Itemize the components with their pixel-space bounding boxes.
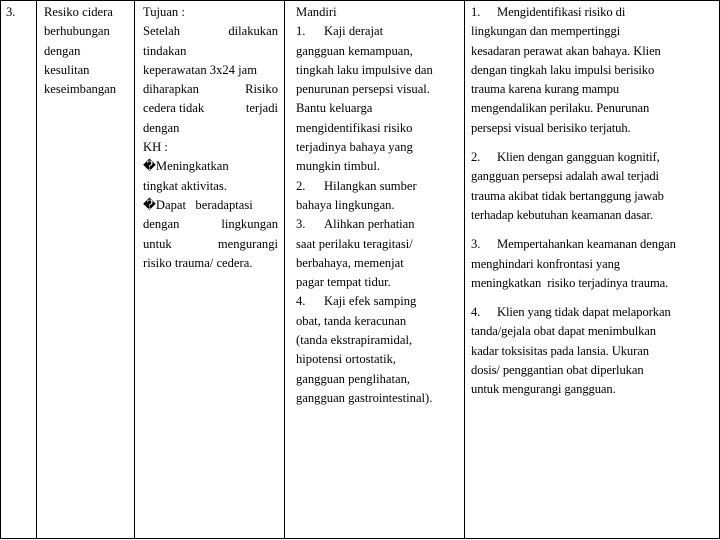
diagnosis-line: kesulitan [44,62,90,77]
spacer [471,225,715,235]
goals-word: dilakukan [228,24,278,39]
rationale-number: 1. [471,5,481,19]
intervention-text: gangguan penglihatan, [296,371,411,386]
rationale-text: kadar toksisitas pada lansia. Ukuran [471,343,649,358]
interventions-heading: Mandiri [296,5,337,19]
bullet-glyph-icon: � [143,197,156,212]
rationale-number: 2. [471,150,481,165]
goals-line [143,22,278,41]
intervention-text: Kaji derajat [324,24,384,39]
bullet-glyph-icon: � [143,159,156,174]
goals-line: dengan [143,120,180,135]
intervention-text: terjadinya bahaya yang [296,140,413,155]
intervention-item [296,292,460,311]
rationale-item [471,3,715,22]
goals-line [143,215,278,234]
rationale-item [471,303,715,322]
intervention-item [296,22,460,41]
rationale-text: dengan tingkah laku impulsi berisiko [471,62,655,77]
intervention-text: gangguan gastrointestinal). [296,390,433,405]
rationale-text: tanda/gejala obat dapat menimbulkan [471,324,656,339]
intervention-text: obat, tanda keracunan [296,313,407,328]
intervention-text: mengidentifikasi risiko [296,120,413,135]
intervention-number: 3. [296,217,306,232]
intervention-text: Alihkan perhatian [324,217,415,232]
goals-word: Risiko [245,82,278,97]
spacer [471,293,715,303]
goals-word: mengurangi [217,236,278,251]
outcome-text: tingkat aktivitas. [143,178,227,193]
intervention-text: hipotensi ortostatik, [296,352,397,367]
row-number: 3. [6,5,16,19]
outcome-text: Dapat beradaptasi [155,197,253,212]
rationale-text: Mempertahankan keamanan dengan [497,237,676,252]
rationale-text: persepsi visual berisiko terjatuh. [471,120,631,135]
rationale-text: Mengidentifikasi risiko di [497,5,626,19]
goals-line: risiko trauma/ cedera. [143,255,253,270]
rationale-number: 3. [471,237,481,252]
rationale-text: untuk mengurangi gangguan. [471,382,616,397]
intervention-text: berbahaya, memenjat [296,255,404,270]
diagnosis-line: dengan [44,43,81,58]
intervention-text: tingkah laku impulsive dan [296,62,433,77]
spacer [471,138,715,148]
intervention-text: pagar tempat tidur. [296,275,391,290]
goals-word: dengan [143,217,180,232]
goals-line [143,80,278,99]
diagnosis-line: keseimbangan [44,82,117,97]
rationale-cell [465,1,720,539]
diagnosis-cell [37,1,135,539]
rationale-text: terhadap kebutuhan keamanan dasar. [471,207,653,222]
rationale-text: Klien dengan gangguan kognitif, [497,150,660,165]
rationale-text: meningkatkan risiko terjadinya trauma. [471,275,669,290]
rationale-text: kesadaran perawat akan bahaya. Klien [471,43,661,58]
intervention-text: Bantu keluarga [296,101,373,116]
goals-line: tindakan [143,43,187,58]
goals-line [143,99,278,118]
intervention-number: 1. [296,24,306,39]
intervention-text: Kaji efek samping [324,294,417,309]
goals-word: lingkungan [221,217,278,232]
intervention-number: 2. [296,178,306,193]
intervention-text: mungkin timbul. [296,159,380,174]
goals-line [143,235,278,254]
diagnosis-line: Resiko cidera [44,5,113,19]
rationale-text: dosis/ penggantian obat diperlukan [471,363,644,378]
outcome-item [143,196,278,215]
rationale-text: lingkungan dan mempertinggi [471,24,621,39]
rationale-item [471,148,715,167]
outcome-item [143,157,278,176]
intervention-number: 4. [296,294,306,309]
intervention-text: bahaya lingkungan. [296,197,395,212]
intervention-text: gangguan kemampuan, [296,43,413,58]
diagnosis-line: berhubungan [44,24,110,39]
row-number-cell [0,1,37,539]
goals-heading: Tujuan : [143,5,185,19]
goals-word: terjadi [245,101,278,116]
rationale-text: menghindari konfrontasi yang [471,256,620,271]
rationale-text: trauma karena kurang mampu [471,82,620,97]
outcome-criteria-heading: KH : [143,140,168,155]
rationale-text: Klien yang tidak dapat melaporkan [497,305,671,320]
outcome-text: Meningkatkan [155,159,229,174]
intervention-text: (tanda ekstrapiramidal, [296,333,413,348]
goals-word: untuk [143,236,172,251]
interventions-cell [285,1,465,539]
rationale-number: 4. [471,305,481,320]
rationale-text: gangguan persepsi adalah awal terjadi [471,169,659,184]
intervention-item [296,215,460,234]
intervention-text: penurunan persepsi visual. [296,82,430,97]
intervention-text: saat perilaku teragitasi/ [296,236,413,251]
goals-word: diharapkan [143,82,199,97]
goals-line: keperawatan 3x24 jam [143,62,257,77]
rationale-text: trauma akibat tidak bertanggung jawab [471,188,664,203]
rationale-item [471,235,715,254]
goals-word: cedera tidak [143,101,205,116]
goals-word: Setelah [143,24,181,39]
goals-cell [135,1,285,539]
intervention-text: Hilangkan sumber [324,178,417,193]
intervention-item [296,177,460,196]
rationale-text: mengendalikan perilaku. Penurunan [471,101,650,116]
